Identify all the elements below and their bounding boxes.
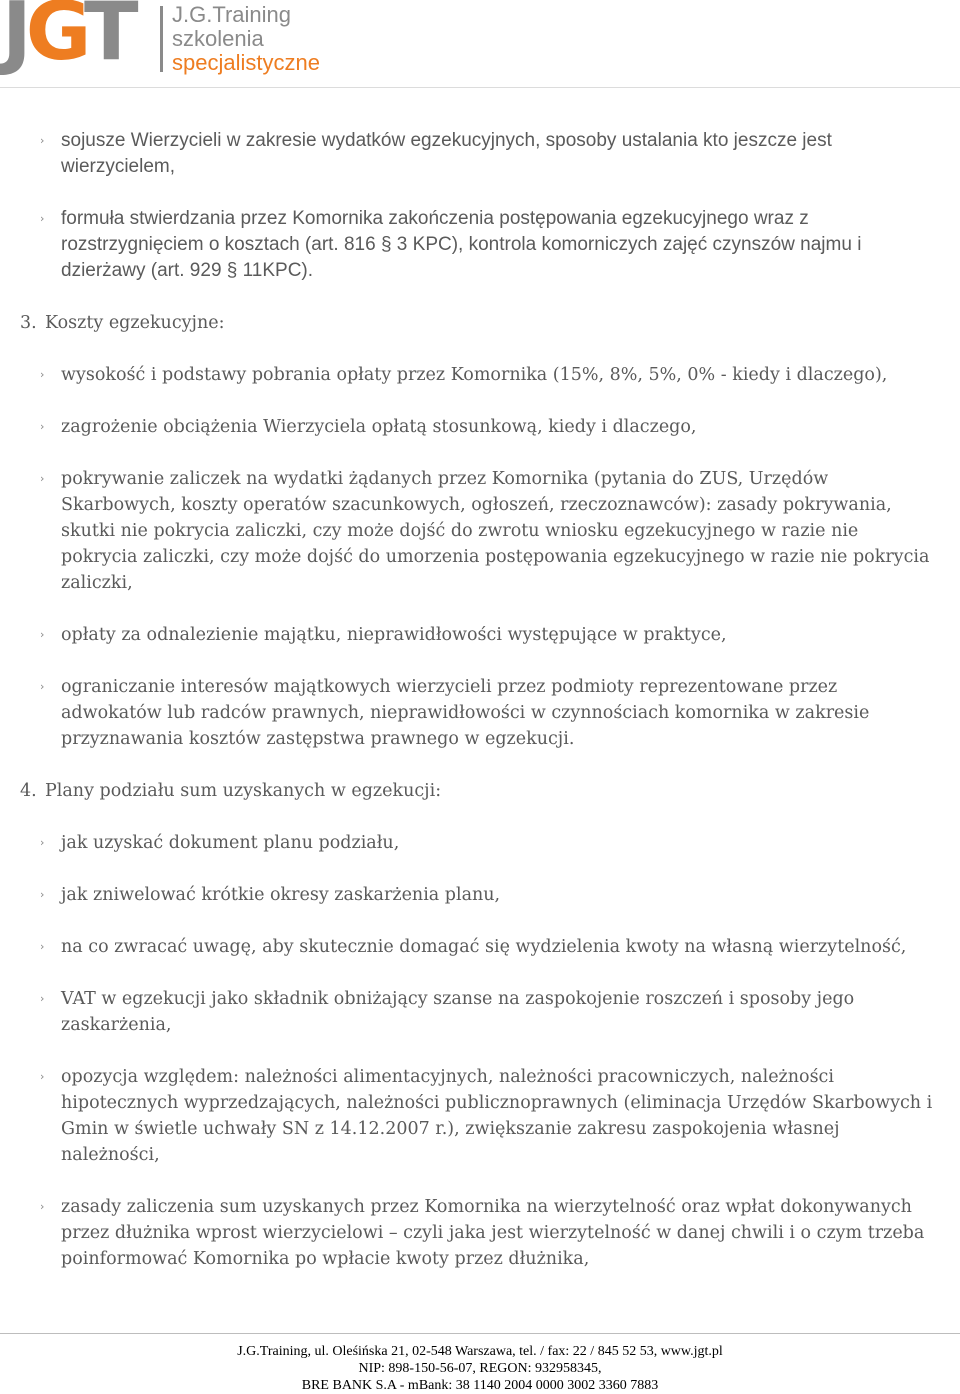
bullet-icon: › bbox=[40, 680, 45, 693]
bullet-icon: › bbox=[40, 992, 45, 1005]
list-item bbox=[0, 622, 960, 648]
list-item bbox=[0, 128, 960, 180]
list-item-text: na co zwracać uwagę, aby skutecznie domagać się wydzielenia kwoty na własną wierzytelność, bbox=[61, 937, 907, 957]
logo-letter-t: T bbox=[84, 0, 133, 78]
list-item bbox=[0, 362, 960, 388]
list-item-text: pokrywanie zaliczek na wydatki żądanych przez Komornika (pytania do ZUS, Urzędów Skarbowych, koszty operatów szacunkowych, ogłoszeń, rzeczoznawców): zasady pokrywania, skutki nie pokrycia zaliczki, czy może dojść do zwrotu wniosku egzekucyjnego w razie nie pokrycia zaliczki, czy może dojść do umorzenia postępowania egzekucyjnego w razie nie pokrycia zaliczki, bbox=[61, 469, 930, 593]
logo-line-1: J.G.Training bbox=[172, 2, 292, 27]
list-item-text: VAT w egzekucji jako składnik obniżający szanse na zaspokojenie roszczeń i sposoby jego zaskarżenia, bbox=[61, 989, 855, 1035]
list-item bbox=[0, 1064, 960, 1168]
list-item-text: opozycja względem: należności alimentacyjnych, należności pracowniczych, należności hipotecznych wyprzedzających, należności publicznoprawnych (eliminacja Urzędów Skarbowych i Gmin w świetle uchwały SN z 14.12.2007 r.), zwiększanie zakresu zaspokojenia własnej należności, bbox=[61, 1067, 933, 1165]
section-number: 4. bbox=[20, 781, 37, 801]
list-item bbox=[0, 1194, 960, 1272]
bullet-icon: › bbox=[40, 368, 45, 381]
bullet-icon: › bbox=[40, 628, 45, 641]
bullet-icon: › bbox=[40, 134, 45, 147]
section-heading-3 bbox=[0, 310, 960, 336]
list-item bbox=[0, 882, 960, 908]
list-item bbox=[0, 830, 960, 856]
list-item-text: sojusze Wierzycieli w zakresie wydatków egzekucyjnych, sposoby ustalania kto jeszcze jest wierzycielem, bbox=[61, 130, 832, 177]
list-item-text: formuła stwierdzania przez Komornika zakończenia postępowania egzekucyjnego wraz z rozstrzygnięciem o kosztach (art. 816 § 3 KPC), kontrola komorniczych zajęć czynszów najmu i dzierżawy (art. 929 § 11KPC). bbox=[61, 208, 862, 281]
jgt-logo bbox=[2, 0, 347, 82]
list-item bbox=[0, 934, 960, 960]
section-title: Koszty egzekucyjne: bbox=[45, 313, 225, 333]
footer-tax-ids: NIP: 898-150-56-07, REGON: 932958345, bbox=[358, 1361, 602, 1376]
bullet-icon: › bbox=[40, 836, 45, 849]
list-item-text: jak uzyskać dokument planu podziału, bbox=[61, 833, 400, 853]
bullet-icon: › bbox=[40, 420, 45, 433]
section-number: 3. bbox=[20, 313, 37, 333]
section-title: Plany podziału sum uzyskanych w egzekucji: bbox=[45, 781, 442, 801]
footer-address: J.G.Training, ul. Oleśińska 21, 02-548 Warszawa, tel. / fax: 22 / 845 52 53, www.jgt.pl bbox=[237, 1344, 723, 1359]
logo-wordmark bbox=[172, 3, 320, 75]
bullet-icon: › bbox=[40, 1200, 45, 1213]
logo-divider bbox=[160, 6, 163, 72]
logo-line-2: szkolenia bbox=[172, 26, 264, 51]
list-item bbox=[0, 206, 960, 284]
bullet-icon: › bbox=[40, 888, 45, 901]
bullet-icon: › bbox=[40, 1070, 45, 1083]
document-body bbox=[0, 128, 960, 1298]
list-item-text: opłaty za odnalezienie majątku, nieprawidłowości występujące w praktyce, bbox=[61, 625, 727, 645]
page-header bbox=[0, 0, 960, 88]
page-footer bbox=[0, 1343, 960, 1394]
section-heading-4 bbox=[0, 778, 960, 804]
list-item bbox=[0, 986, 960, 1038]
list-item-text: wysokość i podstawy pobrania opłaty przez Komornika (15%, 8%, 5%, 0% - kiedy i dlaczego), bbox=[61, 365, 888, 385]
list-item-text: ograniczanie interesów majątkowych wierzycieli przez podmioty reprezentowane przez adwokatów lub radców prawnych, nieprawidłowości w czynnościach komornika w zakresie przyznawania kosztów zastępstwa prawnego w egzekucji. bbox=[61, 677, 870, 749]
list-item bbox=[0, 674, 960, 752]
list-item bbox=[0, 466, 960, 596]
footer-divider bbox=[0, 1333, 960, 1334]
list-item-text: jak zniwelować krótkie okresy zaskarżenia planu, bbox=[61, 885, 501, 905]
bullet-icon: › bbox=[40, 472, 45, 485]
logo-letter-g: G bbox=[25, 0, 85, 78]
bullet-icon: › bbox=[40, 940, 45, 953]
logo-letter-j: J bbox=[2, 0, 26, 78]
list-item-text: zagrożenie obciążenia Wierzyciela opłatą stosunkową, kiedy i dlaczego, bbox=[61, 417, 697, 437]
header-divider bbox=[0, 87, 960, 88]
logo-line-3: specjalistyczne bbox=[172, 50, 320, 75]
list-item bbox=[0, 414, 960, 440]
logo-monogram bbox=[2, 0, 133, 78]
bullet-icon: › bbox=[40, 212, 45, 225]
list-item-text: zasady zaliczenia sum uzyskanych przez Komornika na wierzytelność oraz wpłat dokonywanych przez dłużnika wprost wierzycielowi – czyli jaka jest wierzytelność w danej chwili i o czym trzeba poinformować Komornika po wpłacie kwoty przez dłużnika, bbox=[61, 1197, 925, 1269]
footer-bank-account: BRE BANK S.A - mBank: 38 1140 2004 0000 3002 3360 7883 bbox=[301, 1378, 659, 1393]
